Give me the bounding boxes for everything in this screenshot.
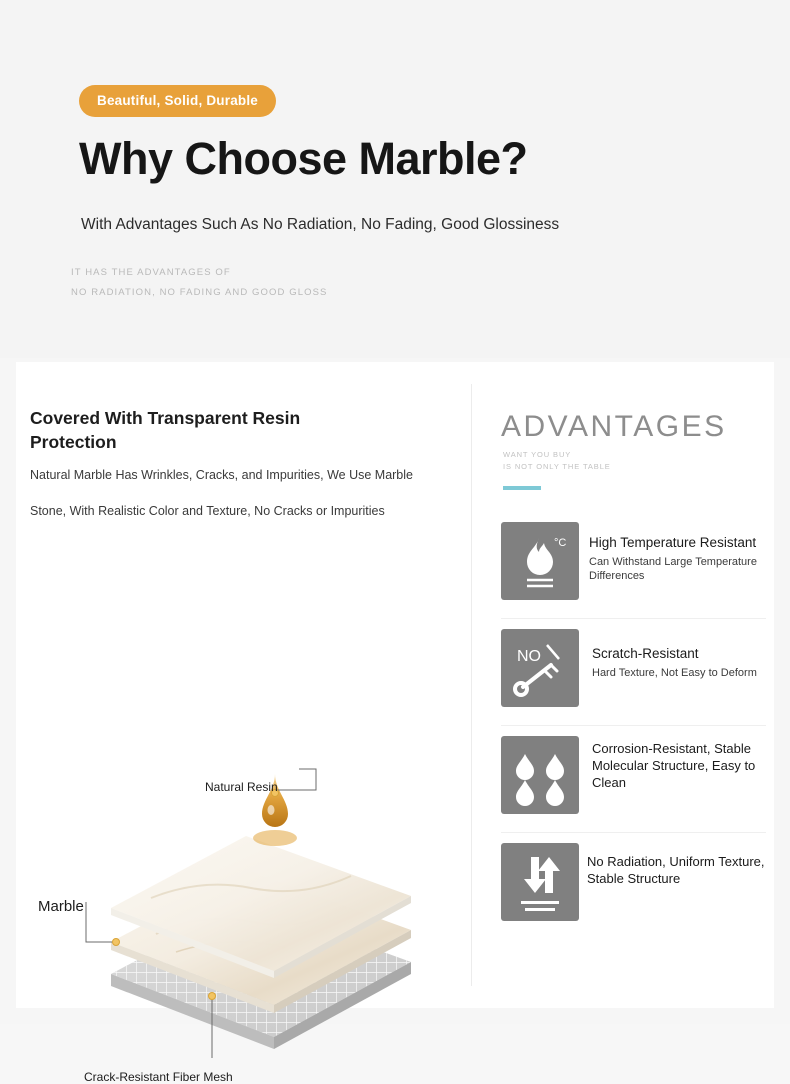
layer-diagram-graphic bbox=[16, 542, 471, 962]
diagram-label-resin: Natural Resin bbox=[205, 780, 278, 794]
advantage-detail: Hard Texture, Not Easy to Deform bbox=[592, 667, 757, 679]
svg-text:NO: NO bbox=[517, 648, 541, 665]
diagram-label-marble: Marble bbox=[38, 898, 84, 915]
advantages-title: ADVANTAGES bbox=[501, 410, 727, 443]
list-item bbox=[484, 833, 774, 940]
left-paragraph-1: Natural Marble Has Wrinkles, Cracks, and Impurities, We Use Marble bbox=[30, 468, 413, 482]
advantages-subtitle-line1: WANT YOU BUY bbox=[503, 450, 572, 459]
left-paragraph-2: Stone, With Realistic Color and Texture, No Cracks or Impurities bbox=[30, 504, 385, 518]
advantage-heading: High Temperature Resistant bbox=[589, 535, 757, 550]
water-drops-icon bbox=[501, 736, 579, 814]
header-eyebrow-line2: NO RADIATION, NO FADING AND GOOD GLOSS bbox=[71, 287, 328, 298]
advantages-list bbox=[484, 512, 774, 940]
page-title: Why Choose Marble? bbox=[79, 133, 528, 184]
list-item bbox=[484, 619, 774, 726]
header-section bbox=[0, 0, 790, 358]
header-eyebrow-line1: IT HAS THE ADVANTAGES OF bbox=[71, 267, 231, 278]
list-item bbox=[484, 726, 774, 833]
advantages-subtitle-line2: IS NOT ONLY THE TABLE bbox=[503, 462, 611, 471]
header-badge: Beautiful, Solid, Durable bbox=[79, 85, 276, 117]
advantage-heading: No Radiation, Uniform Texture, Stable Structure bbox=[587, 854, 765, 886]
page-subtitle: With Advantages Such As No Radiation, No Fading, Good Glossiness bbox=[81, 216, 560, 233]
diagram-label-mesh: Crack-Resistant Fiber Mesh bbox=[84, 1070, 233, 1084]
no-scratch-key-icon bbox=[501, 629, 579, 707]
stable-structure-arrows-icon bbox=[501, 843, 579, 921]
content-panel bbox=[16, 362, 774, 1084]
left-heading: Covered With Transparent Resin Protection bbox=[30, 408, 301, 452]
advantages-subtitle bbox=[503, 449, 611, 473]
layer-diagram bbox=[16, 542, 471, 1084]
advantage-heading: Scratch-Resistant bbox=[592, 646, 699, 661]
flame-temperature-icon bbox=[501, 522, 579, 600]
column-divider bbox=[471, 384, 472, 986]
svg-text:°C: °C bbox=[554, 537, 567, 549]
advantages-accent-rule bbox=[503, 486, 541, 490]
advantage-heading: Corrosion-Resistant, Stable Molecular Structure, Easy to Clean bbox=[592, 741, 756, 790]
header-eyebrow bbox=[71, 263, 327, 303]
list-item bbox=[484, 512, 774, 619]
advantage-detail: Can Withstand Large Temperature Differences bbox=[589, 556, 757, 582]
